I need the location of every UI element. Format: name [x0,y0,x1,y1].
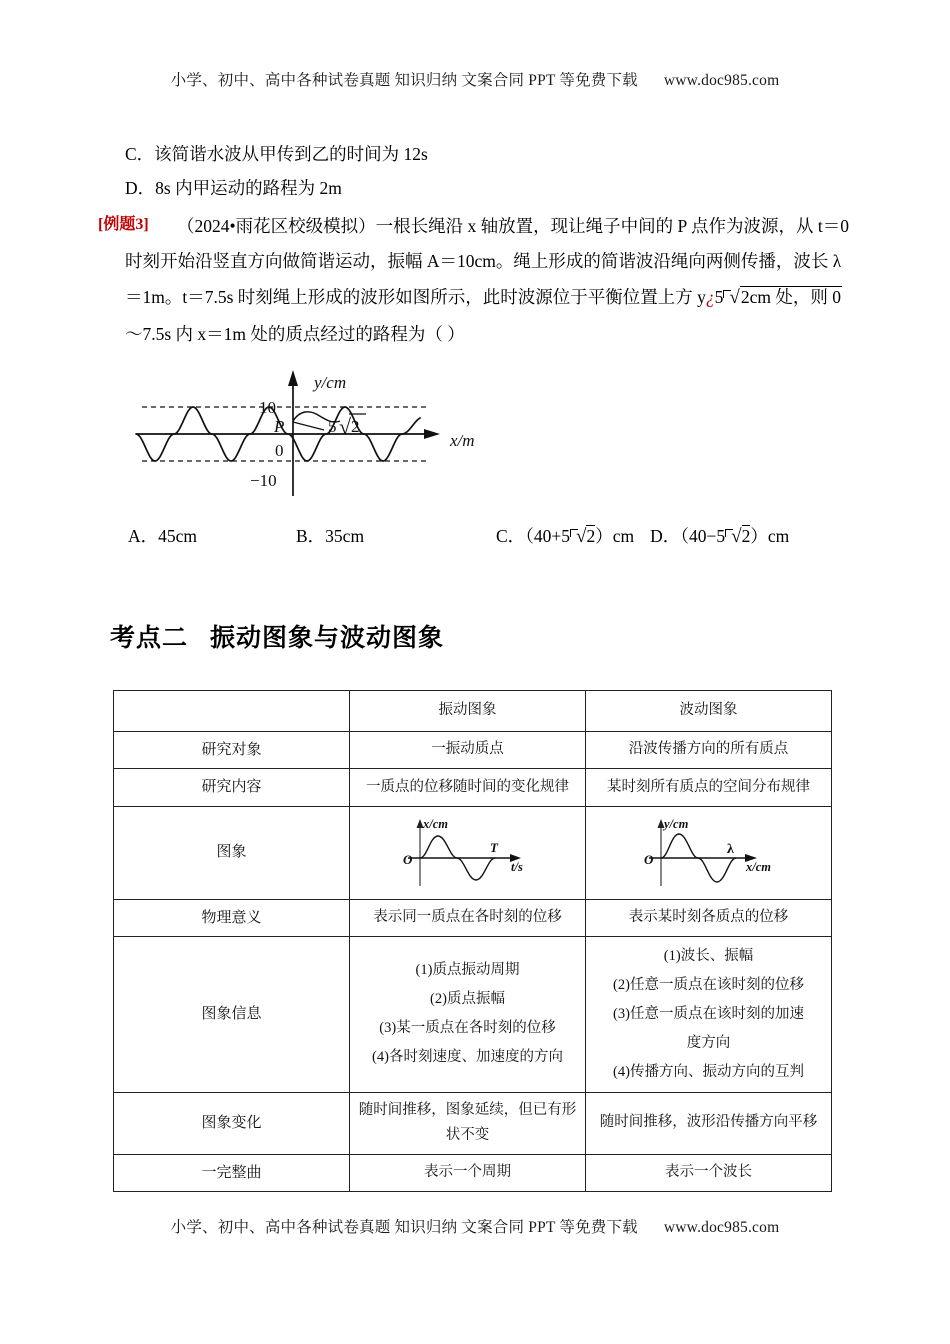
wave-y-arrow [288,370,298,386]
wave-x-arrow [424,429,440,439]
footer-watermark-url: www.doc985.com [663,1219,780,1236]
vib-info-item: (1)质点振动周期 [415,962,520,979]
radical-box-icon [723,290,731,298]
row-label-complete-curve: 一完整曲 [114,1154,350,1191]
answer-d-radicand: 2 [741,526,751,546]
wave-x-axis-label: x/m [450,431,475,450]
answer-d-radical-box-icon [725,529,733,537]
previous-option-d: D．8s 内甲运动的路程为 2m [125,178,342,198]
vib-y-axis-label: x/cm [422,816,448,831]
wave-info-item: (4)传播方向、振动方向的互判 [613,1063,804,1080]
wv-y-axis-label: y/cm [663,816,688,831]
vib-info-item: (3)某一质点在各时刻的位移 [379,1020,556,1037]
watermark-url: www.doc985.com [663,72,780,89]
wave-mini-graph [619,814,799,892]
vib-period-marker: T [489,839,498,855]
table-header-row [114,691,832,732]
answer-d-prefix: D．（40−5 [650,526,726,546]
example-tag: [例题3] [98,216,149,233]
row-label-graph: 图象 [114,806,350,899]
table-row [114,1092,832,1154]
wv-origin-label: O [643,851,653,867]
cell-wave-study-object: 沿波传播方向的所有质点 [586,732,832,769]
cell-vibration-complete-curve: 表示一个周期 [350,1154,586,1191]
table-row-info [114,936,832,1092]
table-header-vibration: 振动图象 [350,691,586,732]
section-title: 振动图象与波动图象 [210,623,445,652]
footer-watermark [0,1215,950,1237]
wave-info-item: (1)波长、振幅 [663,947,754,964]
table-row [114,1154,832,1191]
table-row-graphs [114,806,832,899]
example-artifact-mark: ¿ [705,287,715,307]
vib-info-item: (2)质点振幅 [430,991,505,1008]
watermark-text: 小学、初中、高中各种试卷真题 知识归纳 文案合同 PPT 等免费下载 [170,72,638,89]
cell-wave-physical-meaning: 表示某时刻各质点的位移 [586,899,832,936]
header-watermark [0,68,950,90]
table-row [114,769,832,806]
footer-watermark-text: 小学、初中、高中各种试卷真题 知识归纳 文案合同 PPT 等免费下载 [170,1219,638,1236]
row-label-physical-meaning: 物理意义 [114,899,350,936]
example-line-3b: 5 [714,287,724,307]
answer-d-suffix: ）cm [750,526,790,546]
row-label-graph-change: 图象变化 [114,1092,350,1154]
comparison-table [113,690,832,1192]
wave-annotation-radical-icon: √ [339,414,352,439]
example-line-2: 时刻开始沿竖直方向做简谐运动，振幅 A＝10cm。绳上形成的简谐波沿绳向两侧传播，波长 λ [125,251,842,271]
wave-y-axis-label: y/cm [314,373,347,392]
answer-option-b[interactable]: B．35cm [296,526,365,546]
section-number: 考点二 [110,623,189,652]
table-header-wave: 波动图象 [586,691,832,732]
wave-point-label-p: P [274,417,285,436]
wave-tick-zero: 0 [275,441,284,460]
example-line-1: （2024•雨花区校级模拟）一根长绳沿 x 轴放置，现让绳子中间的 P 点作为波源，从 t＝0 [177,216,849,236]
answer-c-radical-icon: √ [576,526,587,547]
table-row [114,899,832,936]
cell-wave-graph [586,806,832,899]
example-line-4: ～7.5s 内 x＝1m 处的质点经过的路程为（ ） [125,324,465,344]
vibration-mini-graph [378,814,558,892]
answer-option-c[interactable] [496,523,634,548]
table-row [114,732,832,769]
cell-vibration-study-content: 一质点的位移随时间的变化规律 [350,769,586,806]
section-heading [110,618,444,654]
wave-annotation-value: 5 [328,417,337,436]
example-line-3c: 2cm 处，则 0 [740,287,841,307]
answer-option-a[interactable]: A．45cm [128,526,198,546]
example-line-3a: ＝1m。t＝7.5s 时刻绳上形成的波形如图所示，此时波源位于平衡位置上方 y [125,287,706,307]
answer-c-prefix: C．（40+5 [496,526,571,546]
vib-x-axis-label: t/s [510,859,523,874]
cell-wave-study-content: 某时刻所有质点的空间分布规律 [586,769,832,806]
answer-c-suffix: ）cm [595,526,635,546]
previous-option-c: C．该简谐水波从甲传到乙的时间为 12s [125,144,428,164]
example-body [125,209,850,352]
wv-x-axis-label: x/cm [745,859,771,874]
answer-option-d[interactable] [650,523,789,548]
wave-info-item: (3)任意一质点在该时刻的加速 [613,1005,804,1022]
row-label-study-object: 研究对象 [114,732,350,769]
table-header-blank [114,691,350,732]
vib-info-item: (4)各时刻速度、加速度的方向 [372,1049,563,1066]
cell-vibration-graph [350,806,586,899]
cell-vibration-graph-change: 随时间推移，图象延续，但已有形状不变 [350,1092,586,1154]
cell-vibration-graph-info [350,936,586,1092]
answer-options-row [128,523,828,548]
cell-vibration-physical-meaning: 表示同一质点在各时刻的位移 [350,899,586,936]
wave-leader-line [293,422,324,430]
answer-c-radical-box-icon [570,529,578,537]
wave-tick-top: 10 [259,398,276,417]
wave-figure [128,366,508,511]
row-label-graph-info: 图象信息 [114,936,350,1092]
wave-info-item: (2)任意一质点在该时刻的位移 [613,976,804,993]
cell-wave-graph-change: 随时间推移，波形沿传播方向平移 [586,1092,832,1154]
answer-d-radical-icon: √ [731,526,742,547]
example-line-3 [125,279,850,317]
wave-info-item: 度方向 [686,1034,731,1051]
cell-wave-complete-curve: 表示一个波长 [586,1154,832,1191]
wave-annotation-radicand: 2 [351,417,360,436]
answer-c-radicand: 2 [586,526,596,546]
vib-origin-label: O [402,851,412,867]
row-label-study-content: 研究内容 [114,769,350,806]
wave-tick-bottom: −10 [250,471,277,490]
wave-figure-svg [128,366,508,511]
cell-vibration-study-object: 一振动质点 [350,732,586,769]
cell-wave-graph-info [586,936,832,1092]
wv-wavelength-marker: λ [726,841,734,857]
radical-sign-icon: √ [729,287,740,308]
